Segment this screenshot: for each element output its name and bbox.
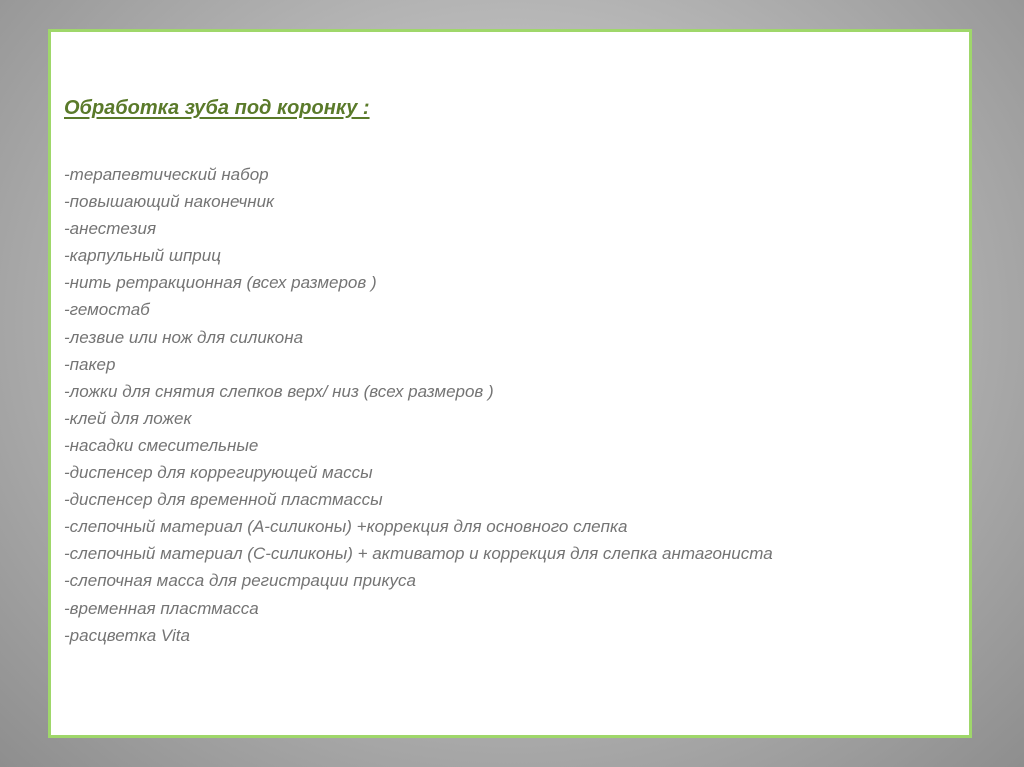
list-item: -пакер — [64, 354, 116, 374]
slide-frame — [48, 29, 972, 738]
list-item: -слепочный материал (А-силиконы) +коррекция для основного слепка — [64, 517, 628, 537]
list-item: -временная пластмасса — [64, 598, 259, 618]
list-item: -лезвие или нож для силикона — [64, 327, 304, 347]
list-item: -расцветка Vita — [64, 625, 190, 645]
list-item: -клей для ложек — [64, 408, 192, 428]
item-list — [64, 161, 773, 649]
list-item: -насадки смесительные — [64, 435, 259, 455]
list-item: -анестезия — [64, 219, 157, 239]
list-item: -терапевтический набор — [64, 165, 269, 184]
list-item: -слепочный материал (С-силиконы) + активатор и коррекция для слепка антагониста — [64, 544, 773, 564]
slide-title: Обработка зуба под коронку : — [64, 97, 370, 119]
list-item: -ложки для снятия слепков верх/ низ (всех размеров ) — [64, 381, 494, 401]
list-item: -нить ретракционная (всех размеров ) — [64, 273, 377, 293]
list-item: -диспенсер для коррегирующей массы — [64, 463, 373, 483]
list-item: -диспенсер для временной пластмассы — [64, 490, 383, 510]
list-item: -повышающий наконечник — [64, 192, 275, 212]
list-item: -слепочная масса для регистрации прикуса — [64, 571, 416, 591]
list-item: -карпульный шприц — [64, 246, 221, 266]
list-item: -гемостаб — [64, 300, 150, 320]
slide-content — [64, 95, 959, 645]
